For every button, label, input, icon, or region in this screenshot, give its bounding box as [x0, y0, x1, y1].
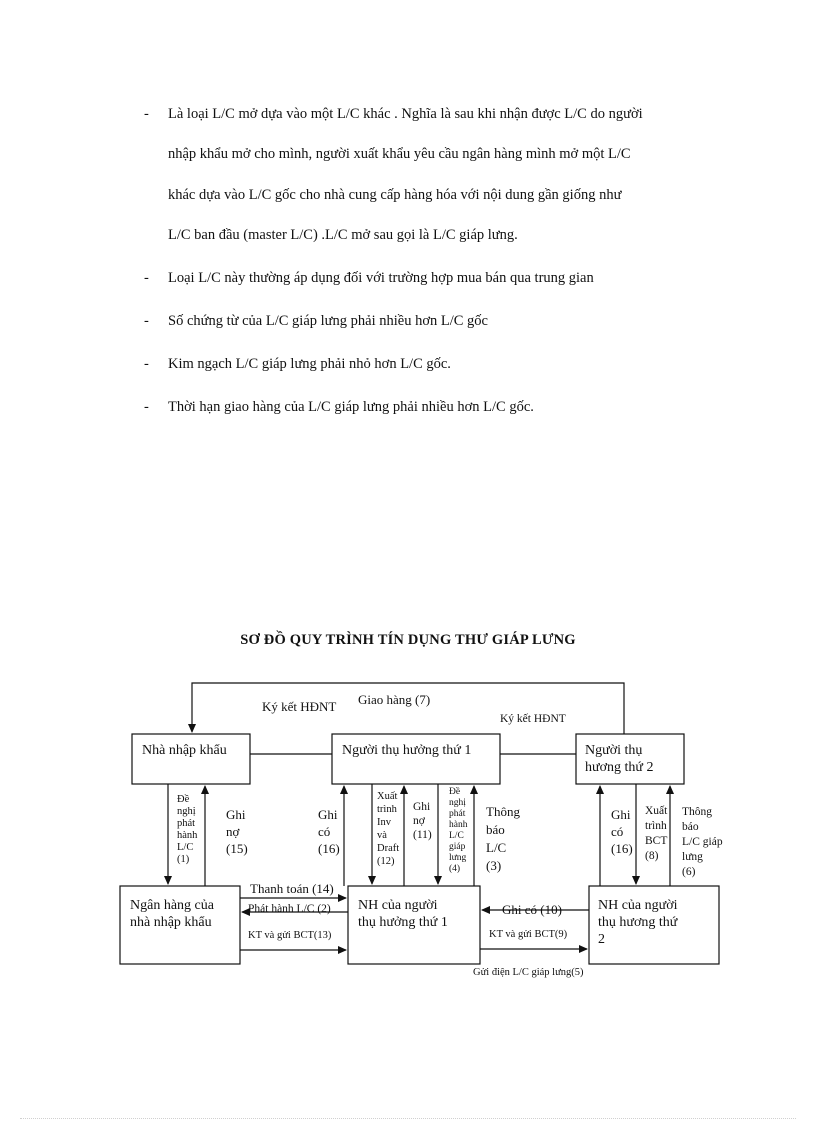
box-line: NH của người [358, 898, 438, 913]
label-contract-left: Ký kết HĐNT [262, 699, 337, 714]
label-line: Draft [377, 843, 400, 854]
bullet-dash: - [144, 313, 149, 329]
box-line: hương thứ 2 [585, 760, 654, 775]
page-bottom-divider [20, 1118, 796, 1119]
bullet-text: Là loại L/C mở dựa vào một L/C khác . Nghĩa là sau khi nhận được L/C do người [168, 106, 643, 122]
bullet-text: Thời hạn giao hàng của L/C giáp lưng phải nhiều hơn L/C gốc. [168, 399, 534, 415]
box-line: Ngân hàng của [130, 898, 214, 913]
label-line: (11) [413, 829, 432, 841]
label-line: lưng [449, 853, 467, 863]
label-line: phát [177, 818, 196, 829]
label-credit-16-left [318, 806, 340, 857]
bullet-text: Số chứng từ của L/C giáp lưng phải nhiều hơn L/C gốc [168, 313, 488, 329]
label-line: và [377, 830, 387, 841]
label-line: Ghi [226, 807, 246, 822]
bullet-text: Loại L/C này thường áp dụng đối với trường hợp mua bán qua trung gian [168, 270, 594, 286]
label-line: (3) [486, 858, 502, 873]
label-present-12 [377, 790, 399, 868]
label-line: trình [377, 804, 397, 815]
bullet-dash: - [144, 106, 149, 122]
label-line: báo [682, 821, 699, 833]
label-line: BCT [645, 835, 668, 847]
bank-2-label [598, 897, 678, 948]
bullet-dash: - [144, 270, 149, 286]
label-line: (15) [226, 841, 248, 856]
bank-1-label [358, 897, 448, 931]
label-credit-10: Ghi có (10) [502, 902, 562, 917]
label-line: nghị [177, 806, 196, 817]
bullet-continuation: nhập khẩu mở cho mình, người xuất khẩu yêu cầu ngân hàng mình mở một L/C [168, 146, 631, 162]
box-line: thụ hưởng thứ 1 [358, 915, 448, 930]
label-credit-16-right [611, 806, 633, 857]
bullet-dash: - [144, 356, 149, 372]
bullet-dash: - [144, 399, 149, 415]
label-line: Đề [177, 794, 190, 805]
label-line: phát [449, 809, 466, 819]
label-check-13: KT và gửi BCT(13) [248, 930, 332, 941]
label-cable-5: Gửi điện L/C giáp lưng(5) [473, 967, 584, 978]
label-line: (4) [449, 864, 461, 874]
label-line: giáp [449, 842, 466, 852]
label-line: L/C [486, 840, 507, 855]
label-advise-3 [486, 803, 520, 875]
beneficiary-2-label [585, 742, 653, 776]
label-line: (12) [377, 856, 395, 867]
label-delivery: Giao hàng (7) [358, 692, 431, 707]
label-request-issue-4 [449, 787, 467, 875]
label-line: Ghi [413, 801, 431, 813]
label-line: nghị [449, 798, 466, 808]
diagram-title: SƠ ĐỒ QUY TRÌNH TÍN DỤNG THƯ GIÁP LƯNG [240, 632, 576, 648]
importer-label: Nhà nhập khẩu [142, 743, 227, 758]
label-line: hành [449, 820, 468, 830]
label-check-9: KT và gửi BCT(9) [489, 929, 568, 940]
label-line: L/C [177, 842, 194, 853]
bullet-continuation: khác dựa vào L/C gốc cho nhà cung cấp hàng hóa với nội dung gần giống như [168, 187, 622, 203]
label-line: nợ [413, 815, 425, 827]
label-line: có [318, 824, 331, 839]
label-line: Đề [449, 787, 461, 797]
label-debit-11 [413, 800, 432, 842]
label-line: Xuất [377, 791, 398, 802]
box-line: Người thụ [585, 743, 643, 758]
label-line: Xuất [645, 805, 668, 817]
box-line: nhà nhập khẩu [130, 915, 212, 930]
delivery-loop [192, 683, 624, 734]
label-line: (16) [611, 841, 633, 856]
label-line: L/C [449, 831, 464, 841]
beneficiary-1-label: Người thụ hưởng thứ 1 [342, 743, 472, 758]
label-line: lưng [682, 851, 703, 863]
label-issue-2: Phát hành L/C (2) [248, 903, 331, 915]
label-line: L/C giáp [682, 836, 723, 848]
label-line: (1) [177, 854, 190, 865]
label-line: hành [177, 830, 198, 841]
label-line: có [611, 824, 624, 839]
label-payment-14: Thanh toán (14) [250, 881, 334, 896]
bullet-continuation: L/C ban đầu (master L/C) .L/C mở sau gọi là L/C giáp lưng. [168, 227, 518, 243]
label-line: (16) [318, 841, 340, 856]
box-line: NH của người [598, 898, 678, 913]
label-request-issue-1 [177, 794, 197, 866]
label-advise-6 [682, 805, 723, 880]
label-debit-15 [226, 806, 248, 857]
label-line: trình [645, 820, 667, 832]
label-line: (6) [682, 866, 696, 878]
box-line: thụ hương thứ [598, 915, 678, 930]
label-line: Inv [377, 817, 391, 828]
label-line: Thông [486, 804, 520, 819]
label-line: (8) [645, 850, 659, 862]
importer-bank-label [130, 897, 214, 931]
label-line: Thông [682, 806, 713, 818]
label-line: Ghi [611, 807, 631, 822]
label-contract-right: Ký kết HĐNT [500, 713, 566, 725]
label-line: Ghi [318, 807, 338, 822]
label-line: nợ [226, 824, 240, 839]
label-present-8 [645, 804, 667, 864]
label-line: báo [486, 822, 505, 837]
bullet-text: Kim ngạch L/C giáp lưng phải nhỏ hơn L/C gốc. [168, 356, 451, 372]
box-line: 2 [598, 932, 605, 947]
